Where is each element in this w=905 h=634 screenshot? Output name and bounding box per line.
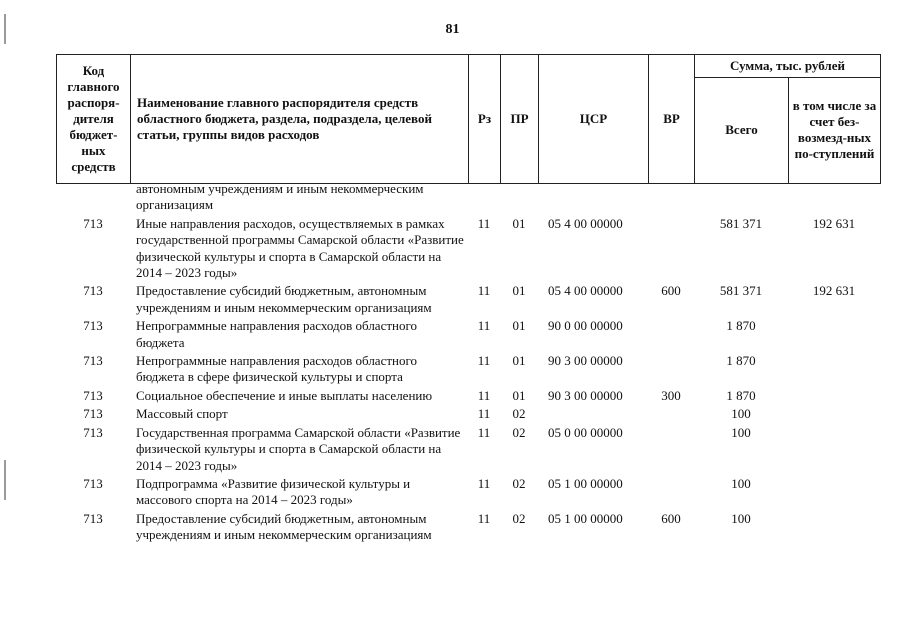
cell-total: 100 bbox=[731, 510, 751, 526]
cell-incl bbox=[788, 474, 880, 509]
cell-csr: 05 0 00 00000 bbox=[548, 424, 623, 440]
cell-total bbox=[694, 181, 788, 214]
cell-name: Массовый спорт bbox=[136, 406, 228, 422]
cell-pr bbox=[500, 181, 538, 214]
cell-total: 1 870 bbox=[726, 318, 756, 334]
page-number: 81 bbox=[445, 22, 460, 37]
budget-table bbox=[56, 181, 880, 544]
header-total: Всего bbox=[695, 77, 789, 183]
cell-name: автономным учреждениям и иным некоммерческим организациям bbox=[136, 181, 424, 213]
cell-pr: 01 bbox=[512, 215, 526, 231]
cell-incl bbox=[788, 423, 880, 474]
cell-vr bbox=[648, 351, 694, 386]
cell-total: 1 870 bbox=[726, 353, 756, 369]
cell-name: Непрограммные направления расходов областного бюджета bbox=[136, 318, 417, 350]
cell-incl bbox=[788, 386, 880, 404]
cell-pr: 02 bbox=[512, 406, 526, 422]
cell-rz bbox=[468, 181, 500, 214]
cell-code: 713 bbox=[83, 406, 103, 422]
cell-incl bbox=[788, 351, 880, 386]
cell-code: 713 bbox=[83, 283, 103, 299]
table-row bbox=[56, 351, 880, 386]
cell-code: 713 bbox=[83, 510, 103, 526]
cell-rz: 11 bbox=[477, 406, 491, 422]
cell-csr: 05 1 00 00000 bbox=[548, 510, 623, 526]
cell-rz: 11 bbox=[477, 283, 491, 299]
cell-code: 713 bbox=[83, 387, 103, 403]
header-incl: в том числе за счет без-возмезд-ных по-ступлений bbox=[789, 77, 881, 183]
table-row bbox=[56, 509, 880, 544]
table-row bbox=[56, 423, 880, 474]
cell-incl: 192 631 bbox=[812, 215, 856, 231]
cell-name: Подпрограмма «Развитие физической культуры и массового спорта на 2014 – 2023 годы» bbox=[136, 475, 411, 508]
cell-rz: 11 bbox=[477, 215, 491, 231]
cell-rz: 11 bbox=[477, 510, 491, 526]
cell-vr: 600 bbox=[661, 283, 681, 299]
header-rz: Рз bbox=[469, 55, 501, 184]
cell-code: 713 bbox=[83, 424, 103, 440]
header-sum: Сумма, тыс. рублей bbox=[695, 55, 881, 78]
header-code: Код главного распоря-дителя бюджет-ных средств bbox=[57, 55, 131, 184]
cell-name: Предоставление субсидий бюджетным, автономным учреждениям и иным некоммерческим организациям bbox=[136, 283, 432, 315]
cell-pr: 02 bbox=[512, 475, 526, 491]
header-csr: ЦСР bbox=[539, 55, 649, 184]
cell-csr: 05 4 00 00000 bbox=[548, 283, 623, 299]
cell-pr: 01 bbox=[512, 353, 526, 369]
cell-pr: 01 bbox=[512, 318, 526, 334]
cell-incl bbox=[788, 181, 880, 214]
cell-vr bbox=[648, 404, 694, 422]
cell-vr bbox=[648, 423, 694, 474]
cell-csr: 05 4 00 00000 bbox=[548, 215, 623, 231]
scan-mark bbox=[4, 14, 6, 44]
cell-name: Социальное обеспечение и иные выплаты населению bbox=[136, 387, 433, 403]
cell-vr bbox=[648, 214, 694, 282]
table-row bbox=[56, 214, 880, 282]
cell-csr: 05 1 00 00000 bbox=[548, 475, 623, 491]
cell-pr: 02 bbox=[512, 510, 526, 526]
cell-rz: 11 bbox=[477, 424, 491, 440]
cell-name: Непрограммные направления расходов областного бюджета в сфере физической культуры и спорта bbox=[136, 353, 417, 385]
table-header bbox=[56, 54, 881, 184]
cell-total: 100 bbox=[731, 406, 751, 422]
cell-code: 713 bbox=[83, 353, 103, 369]
cell-csr: 90 0 00 00000 bbox=[548, 318, 623, 334]
cell-rz: 11 bbox=[477, 318, 491, 334]
cell-csr bbox=[538, 404, 648, 422]
table-row bbox=[56, 474, 880, 509]
header-vr: ВР bbox=[649, 55, 695, 184]
cell-total: 581 371 bbox=[719, 215, 763, 231]
cell-total: 100 bbox=[731, 475, 751, 491]
cell-csr bbox=[538, 181, 648, 214]
scan-mark bbox=[4, 460, 6, 500]
cell-incl bbox=[788, 509, 880, 544]
cell-csr: 90 3 00 00000 bbox=[548, 387, 623, 403]
cell-vr: 600 bbox=[661, 510, 681, 526]
table-row bbox=[56, 181, 880, 214]
cell-incl: 192 631 bbox=[812, 283, 856, 299]
cell-csr: 90 3 00 00000 bbox=[548, 353, 623, 369]
cell-rz: 11 bbox=[477, 353, 491, 369]
header-name: Наименование главного распорядителя средств областного бюджета, раздела, подраздела, целевой статьи, группы видов расходов bbox=[131, 55, 469, 184]
table-row bbox=[56, 281, 880, 316]
cell-incl bbox=[788, 316, 880, 351]
table-row bbox=[56, 316, 880, 351]
cell-code: 713 bbox=[83, 215, 103, 231]
cell-incl bbox=[788, 404, 880, 422]
table-row bbox=[56, 404, 880, 422]
cell-code bbox=[56, 181, 130, 214]
cell-code: 713 bbox=[83, 318, 103, 334]
cell-total: 1 870 bbox=[726, 387, 756, 403]
cell-name: Иные направления расходов, осуществляемых в рамках государственной программы Самарской области «Развитие физической культуры и спорта в Самарской области на 2014 – 2023 годы» bbox=[136, 215, 464, 281]
cell-rz: 11 bbox=[477, 475, 491, 491]
cell-name: Предоставление субсидий бюджетным, автономным учреждениям и иным некоммерческим организациям bbox=[136, 510, 432, 543]
cell-total: 100 bbox=[731, 424, 751, 440]
cell-total: 581 371 bbox=[719, 283, 763, 299]
cell-vr bbox=[648, 181, 694, 214]
cell-vr bbox=[648, 316, 694, 351]
cell-vr bbox=[648, 474, 694, 509]
cell-pr: 01 bbox=[512, 283, 526, 299]
cell-rz: 11 bbox=[477, 387, 491, 403]
cell-name: Государственная программа Самарской области «Развитие физической культуры и спорта в Самарской области на 2014 – 2023 годы» bbox=[136, 424, 461, 473]
table-row bbox=[56, 386, 880, 404]
cell-vr: 300 bbox=[661, 387, 681, 403]
cell-code: 713 bbox=[83, 475, 103, 491]
header-pr: ПР bbox=[501, 55, 539, 184]
cell-pr: 02 bbox=[512, 424, 526, 440]
cell-pr: 01 bbox=[512, 387, 526, 403]
